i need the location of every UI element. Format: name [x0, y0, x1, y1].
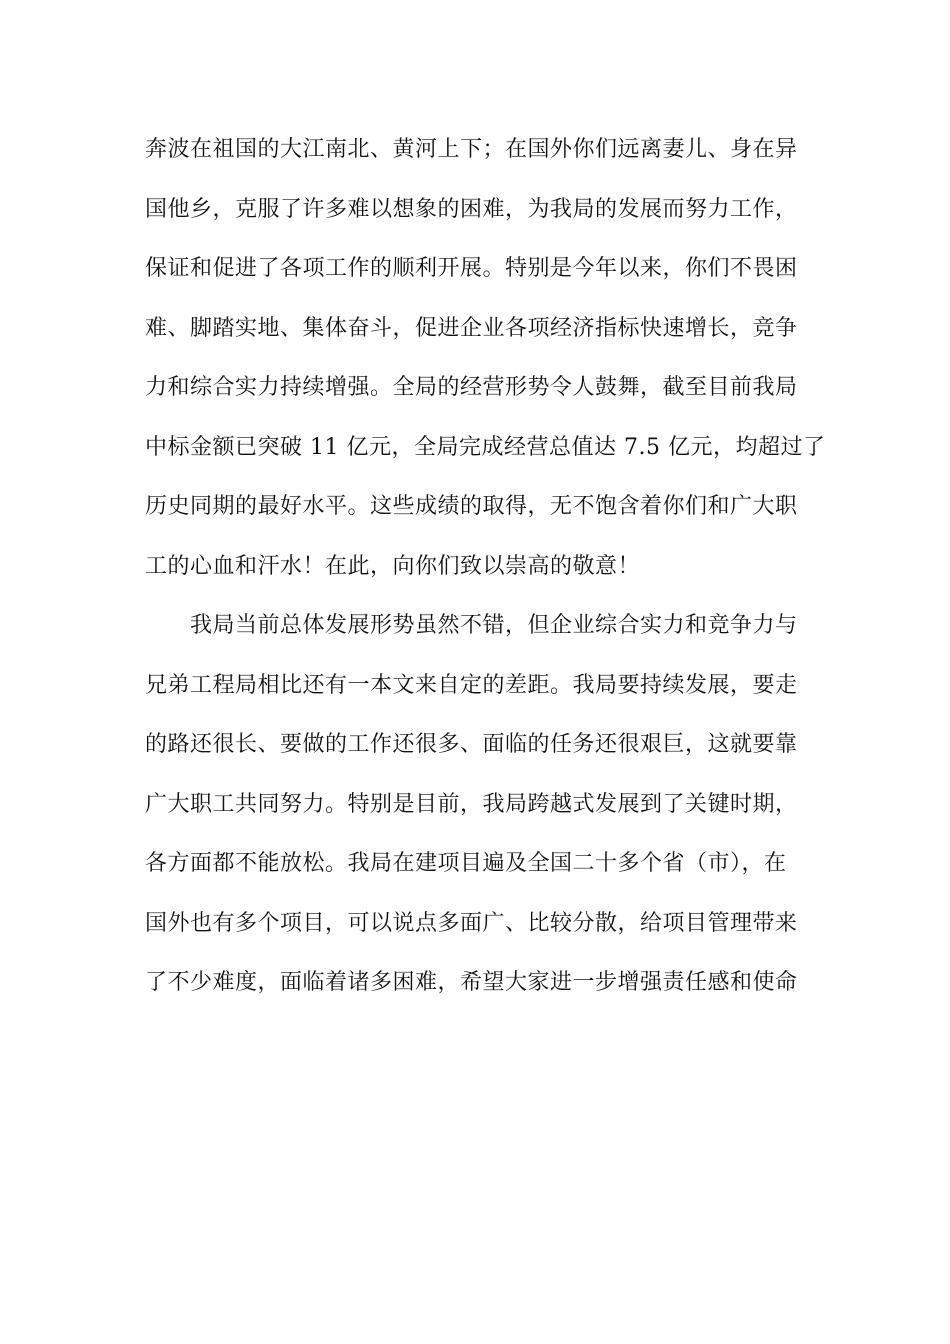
- text-line: 的路还很长、要做的工作还很多、面临的任务还很艰巨，这就要靠: [145, 732, 798, 757]
- text-line: 奔波在祖国的大江南北、黄河上下；在国外你们远离妻儿、身在异: [145, 137, 798, 162]
- text-line: 国外也有多个项目，可以说点多面广、比较分散，给项目管理带来: [145, 910, 798, 936]
- text-line: 国他乡，克服了许多难以想象的困难，为我局的发展而努力工作，: [145, 196, 798, 222]
- text-line: 保证和促进了各项工作的顺利开展。特别是今年以来，你们不畏困: [145, 256, 798, 281]
- text-line: 了不少难度，面临着诸多困难，希望大家进一步增强责任感和使命: [145, 970, 798, 995]
- text-line: 兄弟工程局相比还有一本文来自定的差距。我局要持续发展，要走: [145, 672, 798, 698]
- text-line: 力和综合实力持续增强。全局的经营形势令人鼓舞，截至目前我局: [145, 375, 798, 400]
- text-line: 难、脚踏实地、集体奋斗，促进企业各项经济指标快速增长，竞争: [145, 315, 798, 341]
- body-text: [145, 130, 826, 1023]
- text-line: 广大职工共同努力。特别是目前，我局跨越式发展到了关键时期，: [145, 791, 798, 817]
- text-line: 中标金额已突破 11 亿元，全局完成经营总值达 7.5 亿元，均超过了: [145, 434, 826, 460]
- paragraph-start-line: 我局当前总体发展形势虽然不错，但企业综合实力和竞争力与: [145, 613, 798, 638]
- text-line: 历史同期的最好水平。这些成绩的取得，无不饱含着你们和广大职: [145, 494, 798, 519]
- text-line: 各方面都不能放松。我局在建项目遍及全国二十多个省（市），在: [145, 851, 787, 876]
- text-line: 工的心血和汗水！在此，向你们致以崇高的敬意！: [145, 553, 641, 579]
